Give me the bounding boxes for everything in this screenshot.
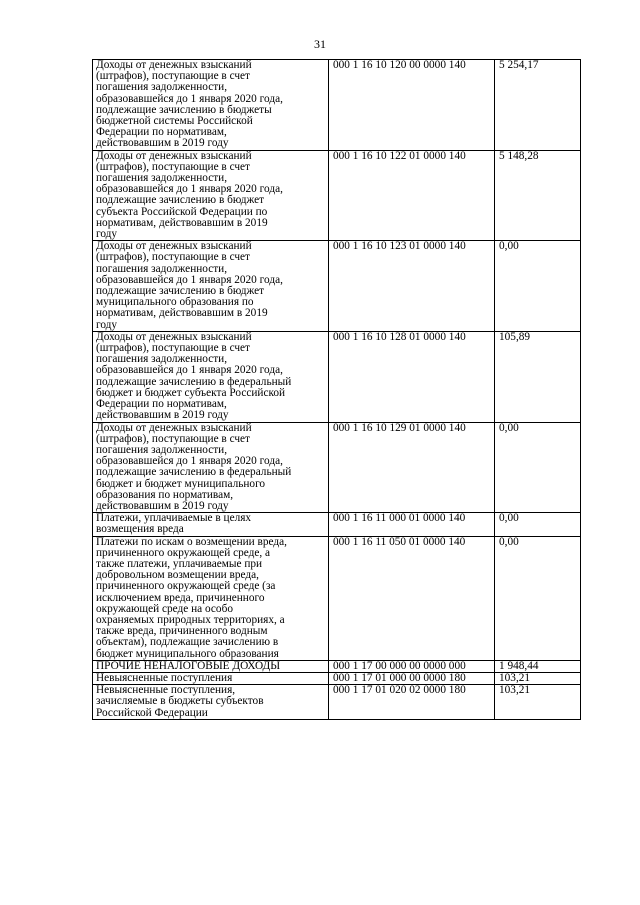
revenue-name-line: действовавшим в 2019 году — [96, 137, 229, 150]
revenue-name-cell — [93, 422, 329, 513]
revenue-name-line: погашения задолженности, — [96, 81, 228, 94]
budget-code-cell: 000 1 16 10 122 01 0000 140 — [329, 150, 495, 241]
revenue-name-cell — [93, 241, 329, 332]
revenue-name-line: Федерации по нормативам, — [96, 398, 227, 411]
revenue-name-line: Невыясненные поступления — [96, 672, 233, 684]
revenue-name-line: погашения задолженности, — [96, 353, 228, 366]
page-number: 31 — [314, 37, 326, 51]
revenue-name-line: году — [96, 318, 118, 331]
amount-cell: 103,21 — [495, 672, 581, 684]
budget-code-cell: 000 1 16 11 000 01 0000 140 — [329, 513, 495, 536]
revenue-name-line: Доходы от денежных взысканий — [96, 150, 252, 162]
revenue-name-line: действовавшим в 2019 году — [96, 499, 229, 512]
revenue-name-line: также платежи, уплачиваемые при — [96, 557, 263, 570]
revenue-name-line: бюджет и бюджет муниципального — [96, 477, 266, 490]
revenue-name-line: подлежащие зачислению в бюджет — [96, 285, 265, 298]
budget-code-cell: 000 1 16 10 129 01 0000 140 — [329, 422, 495, 513]
amount-cell: 0,00 — [495, 422, 581, 513]
revenue-name-line: возмещения вреда — [96, 523, 184, 536]
revenue-name-line: подлежащие зачислению в бюджет — [96, 194, 265, 207]
revenue-name-line: подлежащие зачислению в федеральный — [96, 466, 292, 479]
amount-cell: 1 948,44 — [495, 660, 581, 672]
revenue-name-line: (штрафов), поступающие в счет — [96, 432, 250, 445]
amount-cell: 5 254,17 — [495, 60, 581, 151]
revenue-name-line: бюджет и бюджет субъекта Российской — [96, 386, 286, 399]
revenue-name-line: бюджет муниципального образования — [96, 647, 279, 660]
revenue-name-line: образовавшейся до 1 января 2020 года, — [96, 273, 283, 286]
revenue-name-line: (штрафов), поступающие в счет — [96, 251, 250, 264]
revenue-name-line: образовавшейся до 1 января 2020 года, — [96, 364, 283, 377]
revenue-name-line: окружающей среде на особо — [96, 602, 233, 615]
revenue-name-line: объектам), подлежащие зачислению в — [96, 636, 279, 649]
budget-revenue-table — [92, 59, 581, 720]
revenue-name-line: образовавшейся до 1 января 2020 года, — [96, 92, 283, 105]
budget-code-cell: 000 1 16 10 120 00 0000 140 — [329, 60, 495, 151]
revenue-name-cell — [93, 685, 329, 720]
revenue-name-cell — [93, 150, 329, 241]
revenue-name-line: образовавшейся до 1 января 2020 года, — [96, 455, 283, 468]
revenue-name-line: Доходы от денежных взысканий — [96, 59, 252, 71]
revenue-name-line: муниципального образования по — [96, 296, 254, 309]
revenue-name-cell — [93, 513, 329, 536]
revenue-name-line: нормативам, действовавшим в 2019 — [96, 307, 268, 320]
revenue-name-line: Платежи, уплачиваемые в целях — [96, 512, 252, 525]
table-row — [93, 422, 581, 513]
table-row — [93, 60, 581, 151]
revenue-name-line: погашения задолженности, — [96, 443, 228, 456]
table-row — [93, 513, 581, 536]
revenue-name-cell — [93, 660, 329, 672]
revenue-name-line: добровольном возмещении вреда, — [96, 569, 259, 582]
table-row — [93, 660, 581, 672]
revenue-name-cell — [93, 60, 329, 151]
revenue-name-line: образования по нормативам, — [96, 488, 234, 501]
budget-code-cell: 000 1 16 10 123 01 0000 140 — [329, 241, 495, 332]
table-row — [93, 672, 581, 684]
revenue-name-line: Российской Федерации — [96, 706, 208, 719]
revenue-name-line: нормативам, действовавшим в 2019 — [96, 216, 268, 229]
table-row — [93, 241, 581, 332]
budget-code-cell: 000 1 16 10 128 01 0000 140 — [329, 331, 495, 422]
revenue-name-cell — [93, 672, 329, 684]
amount-cell: 0,00 — [495, 241, 581, 332]
revenue-name-line: причиненного окружающей среде (за — [96, 580, 276, 593]
revenue-name-line: Доходы от денежных взысканий — [96, 331, 252, 343]
table-row — [93, 685, 581, 720]
revenue-name-line: Федерации по нормативам, — [96, 126, 227, 139]
amount-cell: 103,21 — [495, 685, 581, 720]
revenue-name-line: бюджетной системы Российской — [96, 115, 253, 128]
revenue-name-line: Доходы от денежных взысканий — [96, 240, 252, 253]
revenue-name-line: году — [96, 228, 118, 241]
revenue-name-line: (штрафов), поступающие в счет — [96, 160, 250, 173]
budget-code-cell: 000 1 17 01 000 00 0000 180 — [329, 672, 495, 684]
amount-cell: 105,89 — [495, 331, 581, 422]
budget-code-cell: 000 1 16 11 050 01 0000 140 — [329, 536, 495, 660]
budget-code-cell: 000 1 17 01 020 02 0000 180 — [329, 685, 495, 720]
revenue-name-line: погашения задолженности, — [96, 262, 228, 275]
revenue-name-line: Доходы от денежных взысканий — [96, 422, 252, 434]
revenue-name-line: (штрафов), поступающие в счет — [96, 342, 250, 355]
amount-cell: 0,00 — [495, 536, 581, 660]
revenue-name-line: подлежащие зачислению в бюджеты — [96, 103, 272, 116]
revenue-name-line: охраняемых природных территориях, а — [96, 613, 285, 626]
revenue-name-line: исключением вреда, причиненного — [96, 591, 265, 604]
revenue-name-line: также вреда, причиненного водным — [96, 625, 268, 638]
table-row — [93, 536, 581, 660]
budget-code-cell: 000 1 17 00 000 00 0000 000 — [329, 660, 495, 672]
amount-cell: 0,00 — [495, 513, 581, 536]
revenue-name-line: образовавшейся до 1 января 2020 года, — [96, 183, 283, 196]
table-row — [93, 331, 581, 422]
revenue-name-line: действовавшим в 2019 году — [96, 409, 229, 422]
revenue-name-line: подлежащие зачислению в федеральный — [96, 375, 292, 388]
revenue-name-line: зачисляемые в бюджеты субъектов — [96, 695, 264, 708]
amount-cell: 5 148,28 — [495, 150, 581, 241]
revenue-name-line: причиненного окружающей среде, а — [96, 546, 271, 559]
revenue-name-line: Платежи по искам о возмещении вреда, — [96, 536, 287, 548]
budget-table-body — [93, 60, 581, 720]
table-row — [93, 150, 581, 241]
revenue-name-cell — [93, 536, 329, 660]
revenue-name-line: субъекта Российской Федерации по — [96, 205, 268, 218]
revenue-name-line: (штрафов), поступающие в счет — [96, 70, 250, 83]
revenue-name-line: погашения задолженности, — [96, 172, 228, 185]
revenue-name-line: Невыясненные поступления, — [96, 684, 236, 697]
revenue-name-cell — [93, 331, 329, 422]
revenue-name-line: ПРОЧИЕ НЕНАЛОГОВЫЕ ДОХОДЫ — [96, 660, 281, 672]
